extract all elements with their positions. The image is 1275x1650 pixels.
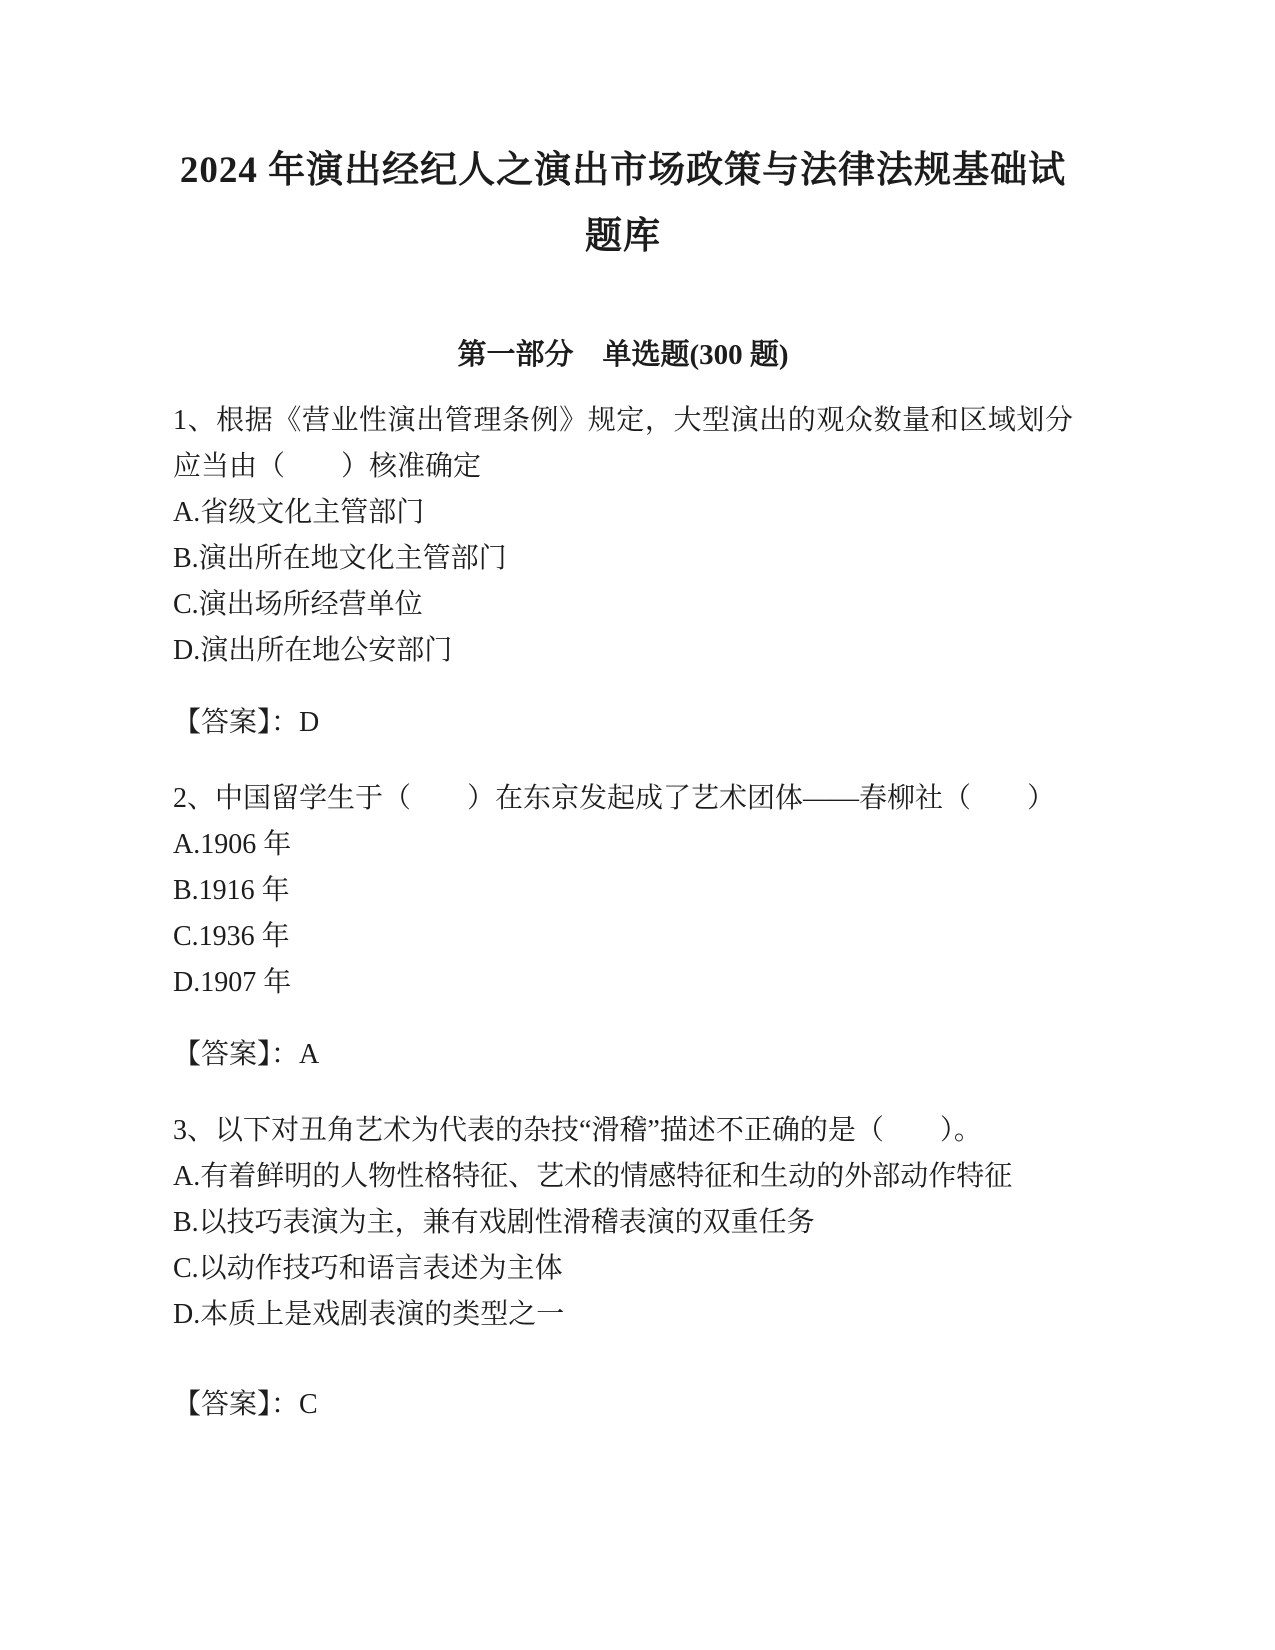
document-title-line-1: 2024 年演出经纪人之演出市场政策与法律法规基础试 <box>179 150 1067 191</box>
question-3-answer-line <box>173 1382 1073 1428</box>
question-1 <box>173 398 1073 746</box>
question-1-answer-line <box>173 700 1073 746</box>
question-list <box>173 398 1073 1428</box>
question-3-option-b: B.以技巧表演为主，兼有戏剧性滑稽表演的双重任务 <box>173 1207 815 1238</box>
question-1-answer-label: 【答案】： <box>173 707 300 738</box>
section-heading: 第一部分 单选题(300 题) <box>457 339 789 371</box>
question-1-option-b: B.演出所在地文化主管部门 <box>173 543 507 574</box>
document-title-line-2: 题库 <box>585 216 661 257</box>
question-3 <box>173 1108 1073 1428</box>
question-2-option-d: D.1907 年 <box>173 967 292 998</box>
question-3-option-c: C.以动作技巧和语言表述为主体 <box>173 1253 563 1284</box>
question-2-answer-label: 【答案】： <box>173 1039 300 1070</box>
question-3-answer-label: 【答案】： <box>173 1389 300 1420</box>
question-3-option-a: A.有着鲜明的人物性格特征、艺术的情感特征和生动的外部动作特征 <box>173 1161 1013 1192</box>
question-2-option-b: B.1916 年 <box>173 875 290 906</box>
question-3-option-d: D.本质上是戏剧表演的类型之一 <box>173 1299 565 1330</box>
question-3-answer-value: C <box>299 1389 318 1420</box>
question-1-option-d: D.演出所在地公安部门 <box>173 635 453 666</box>
question-2-stem: 2、中国留学生于（ ）在东京发起成了艺术团体——春柳社（ ） <box>173 783 1056 814</box>
document-title <box>173 138 1073 270</box>
question-2 <box>173 776 1073 1078</box>
question-1-option-a: A.省级文化主管部门 <box>173 497 425 528</box>
question-2-option-c: C.1936 年 <box>173 921 290 952</box>
question-2-answer-value: A <box>299 1039 320 1070</box>
question-1-option-c: C.演出场所经营单位 <box>173 589 423 620</box>
question-2-option-a: A.1906 年 <box>173 829 292 860</box>
question-1-answer-value: D <box>299 707 320 738</box>
question-3-stem: 3、以下对丑角艺术为代表的杂技“滑稽”描述不正确的是（ ）。 <box>173 1115 982 1146</box>
question-2-answer-line <box>173 1032 1073 1078</box>
question-1-stem: 1、根据《营业性演出管理条例》规定，大型演出的观众数量和区域划分应当由（ ）核准确定 <box>173 405 1073 482</box>
